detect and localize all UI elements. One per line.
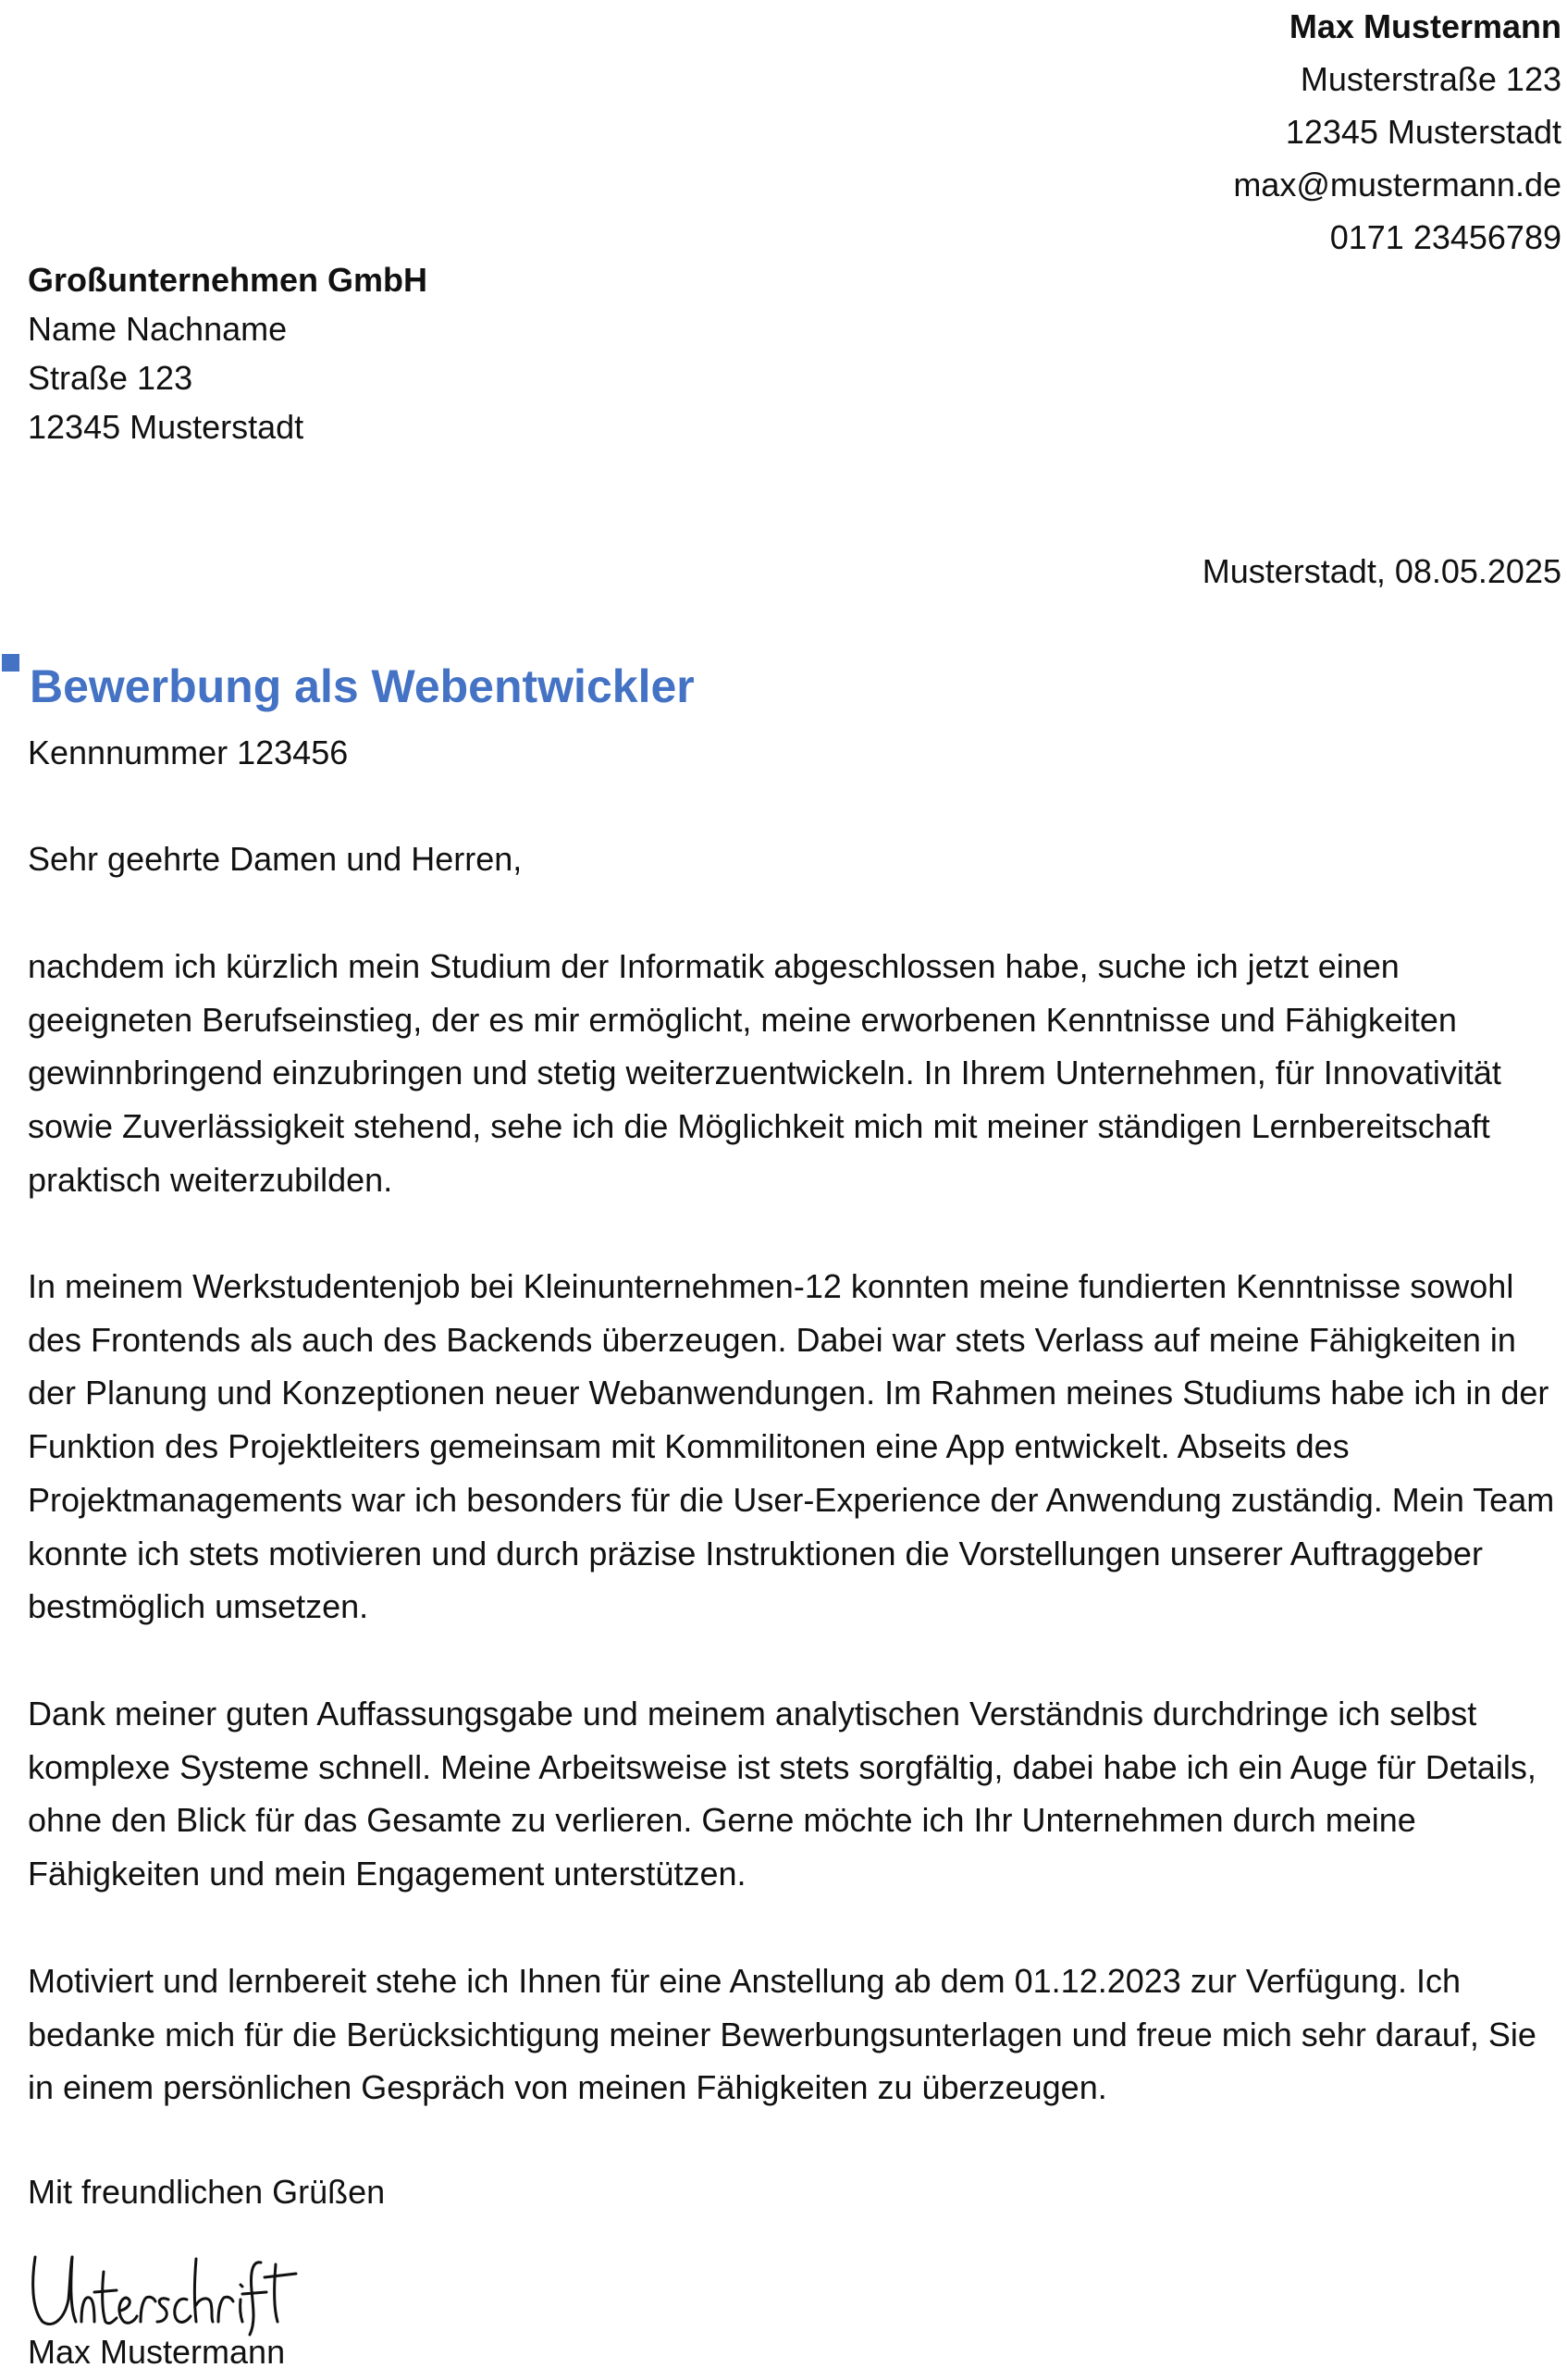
recipient-street: Straße 123 <box>28 359 193 397</box>
sender-block <box>1233 0 1561 264</box>
sender-phone: 0171 23456789 <box>1329 218 1561 256</box>
sender-city: 12345 Musterstadt <box>1285 113 1561 151</box>
sender-email: max@mustermann.de <box>1233 166 1561 203</box>
recipient-contact: Name Nachname <box>28 310 288 348</box>
body-paragraph-3: Dank meiner guten Auffassungsgabe und meinem analytischen Verständnis durchdringe ich selbst komplexe Systeme schnell. Meine Arbeitsweise ist stets sorgfältig, dabei habe ich ein Auge für Details, ohne den Blick für das Gesamte zu verlieren. Gerne möchte ich Ihr Unternehmen durch meine Fähigkeiten und mein Engagement unterstützen. <box>28 1695 1536 1893</box>
body-paragraph-1: nachdem ich kürzlich mein Studium der Informatik abgeschlossen habe, suche ich jetzt einen geeigneten Berufseinstieg, der es mir ermöglicht, meine erworbenen Kenntnisse und Fähigkeiten gewinnbringend einzubringen und stetig weiterzuentwickeln. In Ihrem Unternehmen, für Innovativität sowie Zuverlässigkeit stehend, sehe ich die Möglichkeit mich mit meiner ständigen Lernbereitschaft praktisch weiterzubilden. <box>28 947 1501 1199</box>
date-line: Musterstadt, 08.05.2025 <box>1202 552 1561 590</box>
closing: Mit freundlichen Grüßen <box>28 2173 386 2211</box>
heading-anchor-marker <box>2 654 19 672</box>
signer-name: Max Mustermann <box>28 2333 286 2371</box>
salutation: Sehr geehrte Damen und Herren, <box>28 840 523 878</box>
body-paragraph-2: In meinem Werkstudentenjob bei Kleinunternehmen-12 konnten meine fundierten Kenntnisse sowohl des Frontends als auch des Backends überzeugen. Dabei war stets Verlass auf meine Fähigkeiten in der Planung und Konzeptionen neuer Webanwendungen. Im Rahmen meines Studiums habe ich in der Funktion des Projektleiters gemeinsam mit Kommilitonen eine App entwickelt. Abseits des Projektmanagements war ich besonders für die User-Experience der Anwendung zuständig. Mein Team konnte ich stets motivieren und durch präzise Instruktionen die Vorstellungen unserer Auftraggeber bestmöglich umsetzen. <box>28 1267 1555 1626</box>
sender-name: Max Mustermann <box>1289 7 1561 45</box>
recipient-company: Großunternehmen GmbH <box>28 261 428 299</box>
recipient-block <box>28 255 427 451</box>
recipient-city: 12345 Musterstadt <box>28 408 304 446</box>
reference-number: Kennnummer 123456 <box>28 734 349 771</box>
subject-heading: Bewerbung als Webentwickler <box>30 660 695 712</box>
sender-street: Musterstraße 123 <box>1300 60 1561 98</box>
body-paragraph-4: Motiviert und lernbereit stehe ich Ihnen für eine Anstellung ab dem 01.12.2023 zur Verfügung. Ich bedanke mich für die Berücksichtigung meiner Bewerbungsunterlagen und freue mich sehr darauf, Sie in einem persönlichen Gespräch von meinen Fähigkeiten zu überzeugen. <box>28 1962 1536 2107</box>
handwritten-signature <box>28 2244 305 2337</box>
